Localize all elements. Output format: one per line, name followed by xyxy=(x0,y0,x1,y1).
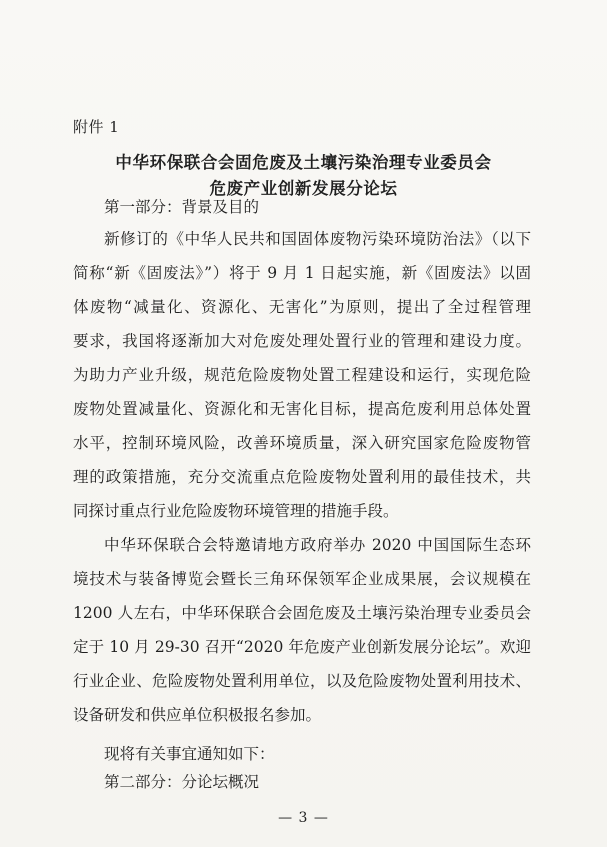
paragraph-1-line: 体废物“减量化、资源化、无害化”为原则，提出了全过程管理 xyxy=(73,298,531,316)
paragraph-1-line: 为助力产业升级，规范危险废物处置工程建设和运行，实现危险 xyxy=(73,366,531,384)
document-title-line-1: 中华环保联合会固危废及土壤污染治理专业委员会 xyxy=(115,153,492,172)
paragraph-1-line: 理的政策措施，充分交流重点危险废物处置利用的最佳技术，共 xyxy=(73,468,531,486)
section-1-heading: 第一部分：背景及目的 xyxy=(104,198,260,216)
paragraph-1-line: 要求，我国将逐渐加大对危废处理处置行业的管理和建设力度。 xyxy=(73,332,531,350)
page-number: — 3 — xyxy=(278,810,329,826)
paragraph-1-line: 水平，控制环境风险，改善环境质量，深入研究国家危险废物管 xyxy=(73,434,531,452)
paragraph-2-line: 定于 10 月 29-30 召开“2020 年危废产业创新发展分论坛”。欢迎 xyxy=(73,638,531,656)
paragraph-2-line: 1200 人左右，中华环保联合会固危废及土壤污染治理专业委员会 xyxy=(73,604,531,622)
paragraph-2-line: 行业企业、危险废物处置利用单位，以及危险废物处置利用技术、 xyxy=(73,672,531,690)
section-2-heading-visible: 第二部分：分论坛概况 xyxy=(104,773,260,791)
paragraph-2-line: 设备研发和供应单位积极报名参加。 xyxy=(73,706,322,724)
paragraph-1-line: 同探讨重点行业危险废物环境管理的措施手段。 xyxy=(73,502,399,520)
paragraph-1-line: 简称“新《固废法》”）将于 9 月 1 日起实施，新《固废法》以固 xyxy=(73,264,531,282)
paragraph-1-line: 废物处置减量化、资源化和无害化目标，提高危废利用总体处置 xyxy=(73,400,531,418)
paragraph-2-line: 境技术与装备博览会暨长三角环保领军企业成果展，会议规模在 xyxy=(73,570,531,588)
attachment-label: 附件 1 xyxy=(73,118,120,136)
paragraph-2-line: 中华环保联合会特邀请地方政府举办 2020 中国国际生态环 xyxy=(104,536,531,554)
notice-line: 现将有关事宜通知如下： xyxy=(104,745,275,763)
paragraph-1-line: 新修订的《中华人民共和国固体废物污染环境防治法》（以下 xyxy=(104,230,531,248)
document-title-line-2: 危废产业创新发展分论坛 xyxy=(209,179,398,198)
